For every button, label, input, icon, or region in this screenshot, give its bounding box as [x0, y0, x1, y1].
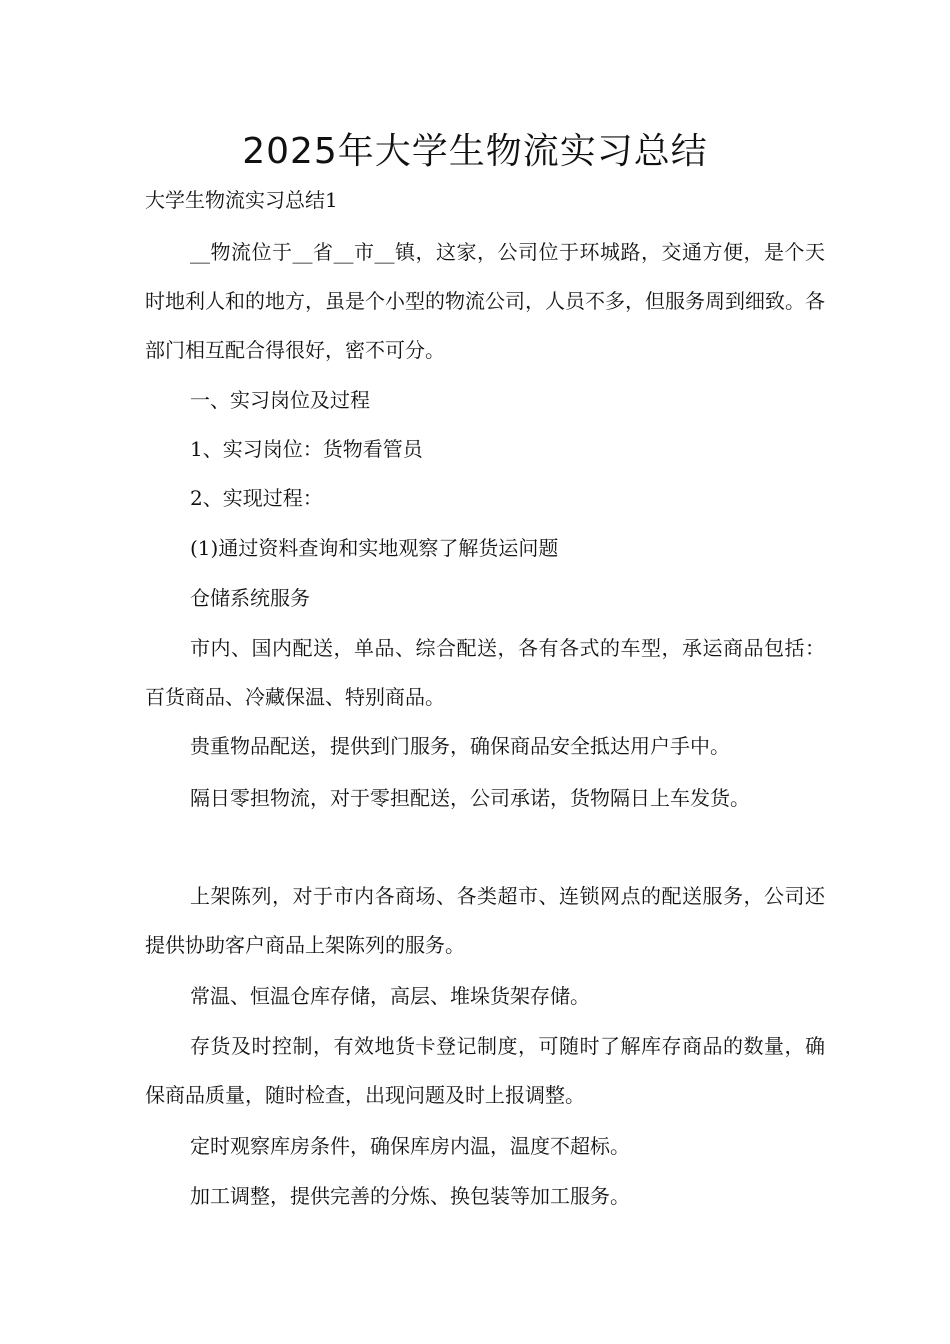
paragraph-company-intro: __物流位于__省__市__镇，这家，公司位于环城路，交通方便，是个天时地利人和的地方，虽是个小型的物流公司，人员不多，但服务周到细致。各部门相互配合得很好，密不可分。	[145, 240, 825, 362]
paragraph-shelving: 上架陈列，对于市内各商场、各类超市、连锁网点的配送服务，公司还提供协助客户商品上架陈列的服务。	[145, 884, 825, 957]
paragraph-warehouse: 常温、恒温仓库存储，高层、堆垛货架存储。	[190, 984, 590, 1008]
paragraph-storage-service: 仓储系统服务	[190, 586, 310, 610]
paragraph-section-heading: 一、实习岗位及过程	[190, 388, 370, 412]
paragraph-observation: (1)通过资料查询和实地观察了解货运问题	[190, 536, 559, 560]
paragraph-delivery: 市内、国内配送，单品、综合配送，各有各式的车型，承运商品包括：百货商品、冷藏保温、特别商品。	[145, 636, 825, 709]
paragraph-position: 1、实习岗位：货物看管员	[190, 437, 423, 461]
document-subtitle: 大学生物流实习总结1	[145, 188, 338, 212]
document-title: 2025年大学生物流实习总结	[242, 131, 708, 172]
paragraph-processing: 加工调整，提供完善的分炼、换包装等加工服务。	[190, 1184, 630, 1208]
paragraph-conditions: 定时观察库房条件，确保库房内温，温度不超标。	[190, 1134, 630, 1158]
paragraph-process: 2、实现过程：	[190, 486, 323, 510]
paragraph-valuables: 贵重物品配送，提供到门服务，确保商品安全抵达用户手中。	[190, 734, 730, 758]
paragraph-next-day: 隔日零担物流，对于零担配送，公司承诺，货物隔日上车发货。	[190, 786, 750, 810]
paragraph-inventory: 存货及时控制，有效地货卡登记制度，可随时了解库存商品的数量，确保商品质量，随时检查，出现问题及时上报调整。	[145, 1034, 825, 1107]
